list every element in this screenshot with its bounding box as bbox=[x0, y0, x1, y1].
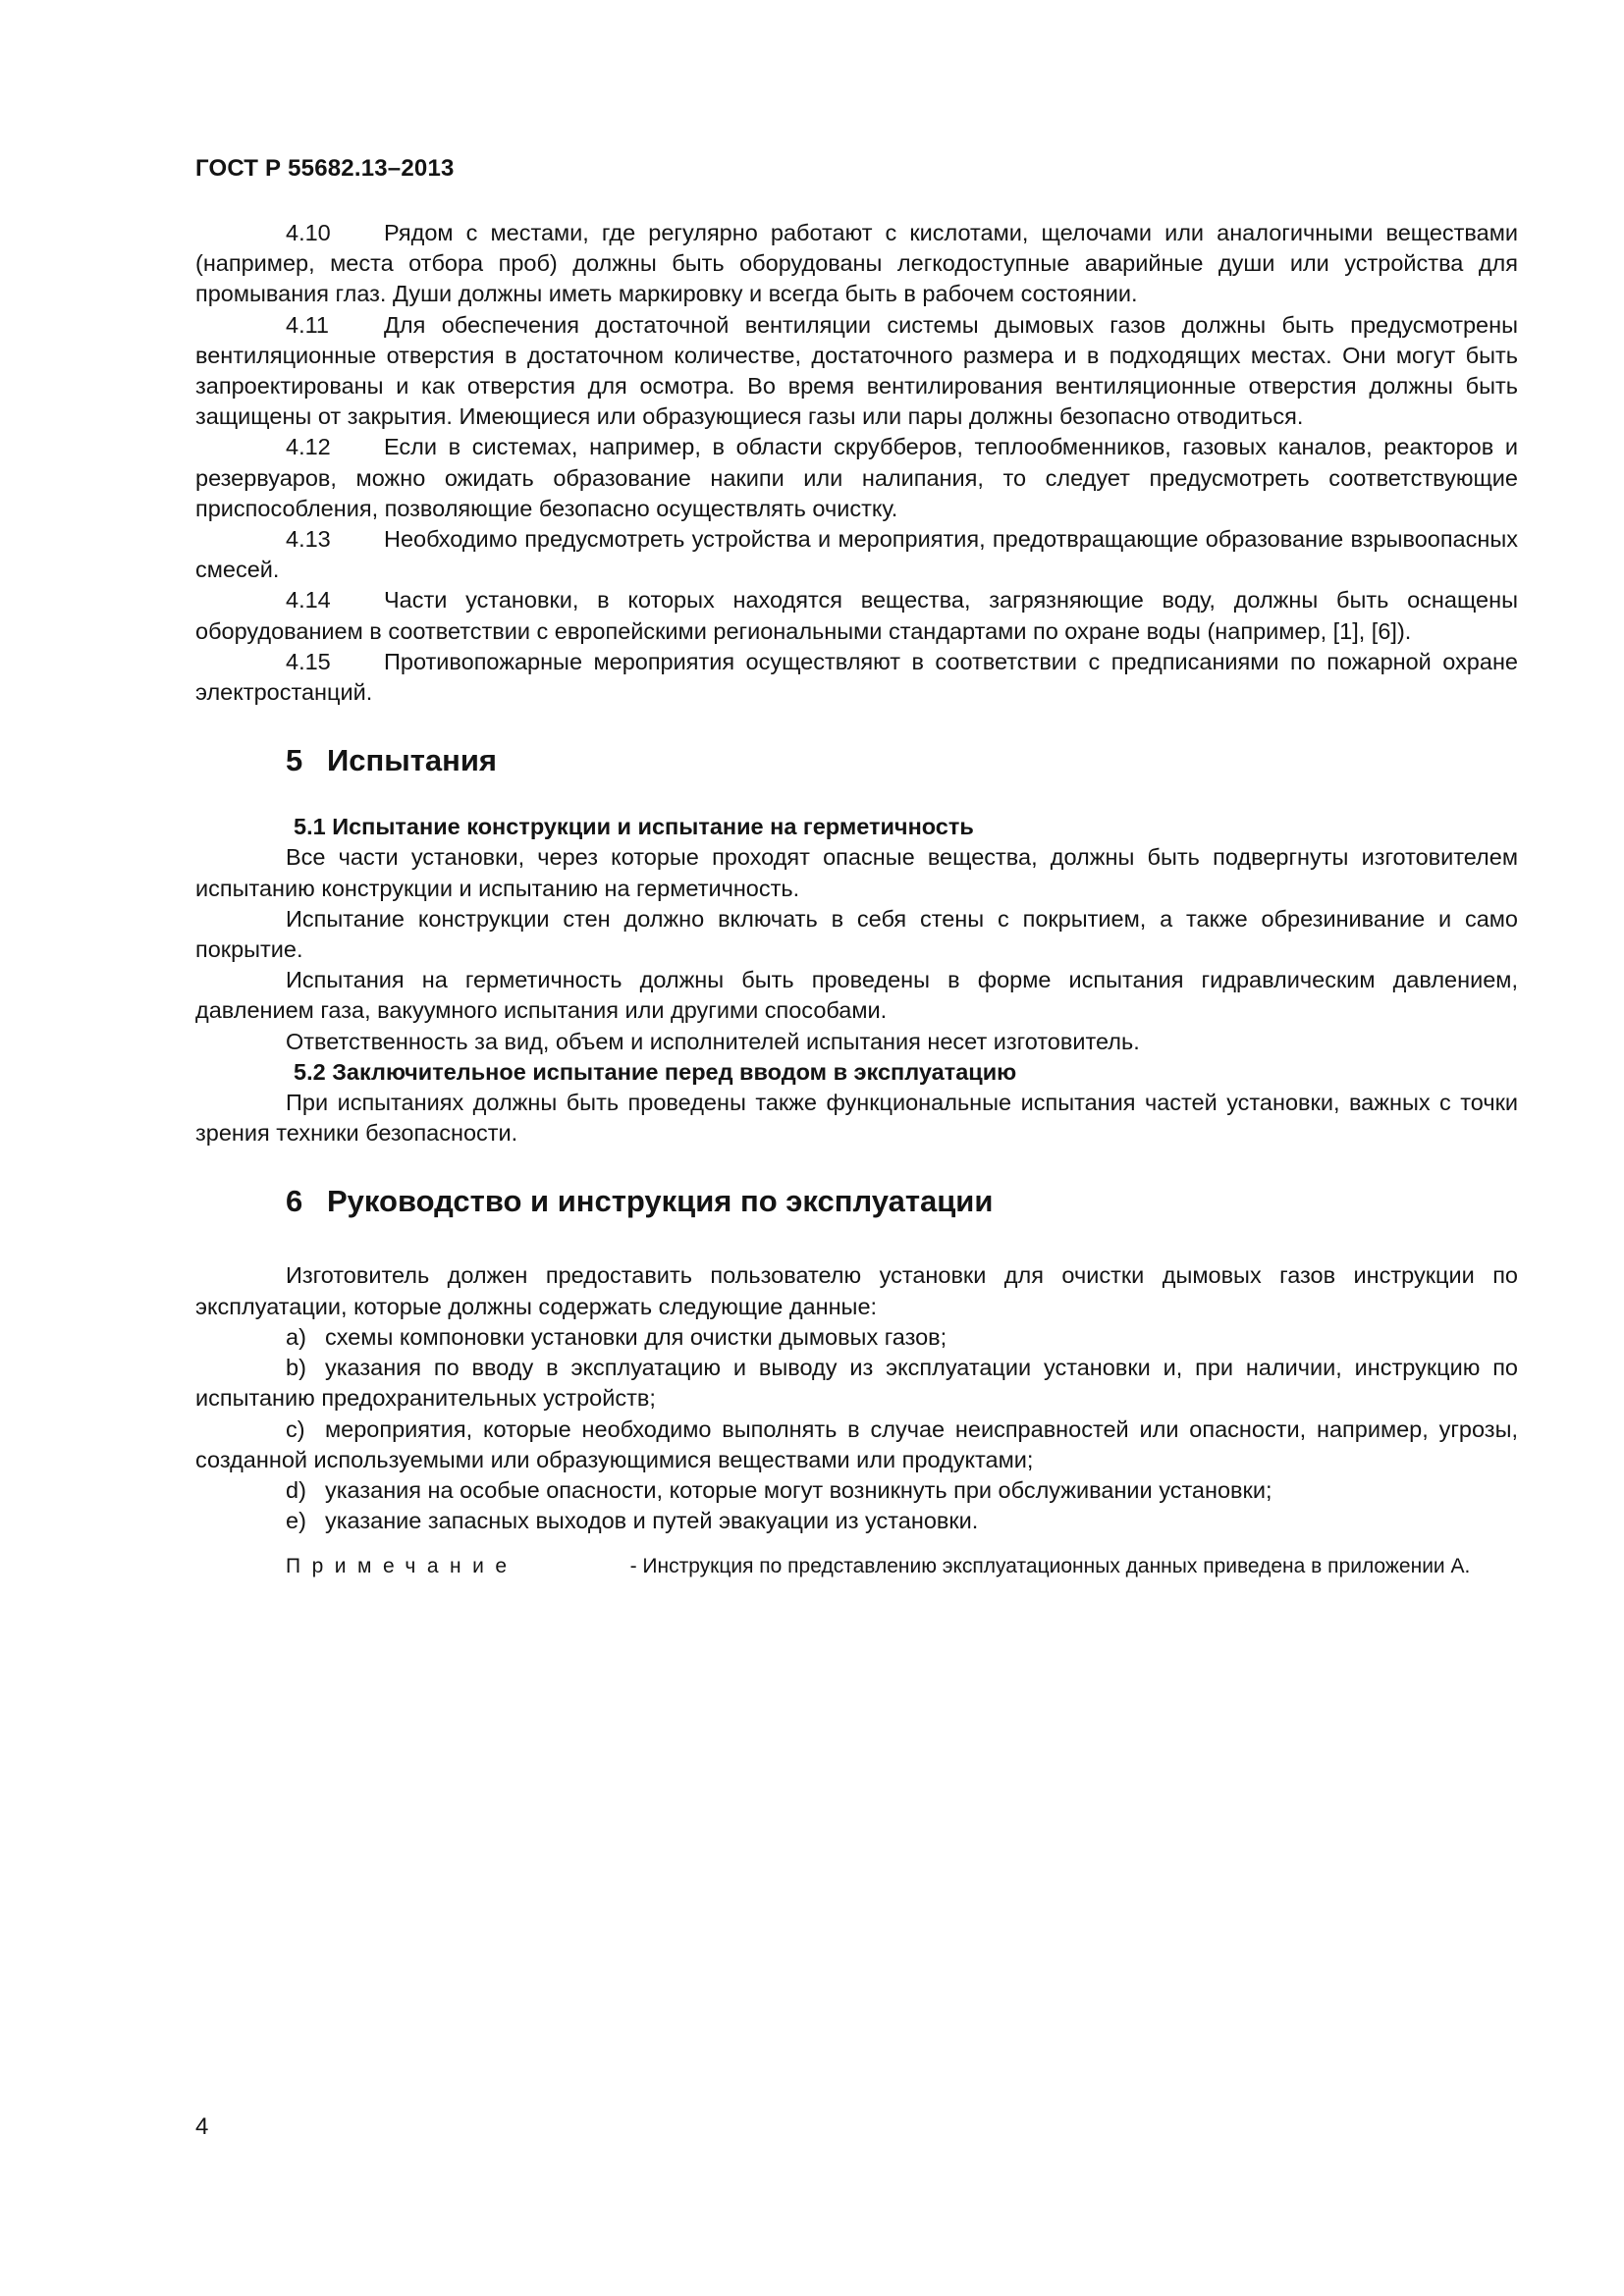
subsection-5-1-heading: 5.1 Испытание конструкции и испытание на герметичность bbox=[294, 814, 974, 840]
list-marker: c) bbox=[286, 1415, 305, 1442]
clause-4-12 bbox=[195, 432, 1518, 524]
clause-text: Части установки, в которых находятся вещества, загрязняющие воду, должны быть оснащены оборудованием в соответствии с европейскими региональными стандартами по охране воды (например, [1], [6]). bbox=[195, 587, 1518, 644]
subsection-5-1-paragraph: Испытания на герметичность должны быть проведены в форме испытания гидравлическим давлением, давлением газа, вакуумного испытания или другими способами. bbox=[195, 967, 1518, 1024]
subsection-5-2-paragraph: При испытаниях должны быть проведены также функциональные испытания частей установки, важных с точки зрения техники безопасности. bbox=[195, 1090, 1518, 1147]
list-item bbox=[195, 1415, 1518, 1475]
document-body bbox=[195, 218, 1518, 1581]
clause-number: 4.11 bbox=[286, 311, 329, 338]
clause-text: Для обеспечения достаточной вентиляции системы дымовых газов должны быть предусмотрены вентиляционные отверстия в достаточном количестве, достаточного размера и в подходящих местах. Они могут быть запроектированы и как отверстия для осмотра. Во время вентилирования вентиляционные отверстия должны быть защищены от закрытия. Имеющиеся или образующиеся газы или пары должны безопасно отводиться. bbox=[195, 311, 1518, 430]
clause-text: Если в системах, например, в области скрубберов, теплообменников, газовых каналов, реакторов и резервуаров, можно ожидать образование накипи или налипания, то следует предусмотреть соответствующие приспособления, позволяющие безопасно осуществлять очистку. bbox=[195, 434, 1518, 521]
document-id-header: ГОСТ Р 55682.13–2013 bbox=[195, 155, 455, 182]
note bbox=[195, 1552, 1518, 1581]
subsection-5-1-paragraph: Ответственность за вид, объем и исполнителей испытания несет изготовитель. bbox=[286, 1028, 1140, 1054]
clause-number: 4.15 bbox=[286, 648, 331, 674]
list-marker: b) bbox=[286, 1355, 306, 1381]
list-item-text: указание запасных выходов и путей эвакуации из установки. bbox=[325, 1508, 979, 1534]
section-title-text: Испытания bbox=[327, 743, 498, 778]
list-item-text: указания по вводу в эксплуатацию и выводу из эксплуатации установки и, при наличии, инструкцию по испытанию предохранительных устройств; bbox=[195, 1355, 1518, 1412]
list-item-text: мероприятия, которые необходимо выполнять в случае неисправностей или опасности, например, угрозы, созданной используемыми или образующимися веществами или продуктами; bbox=[195, 1415, 1518, 1472]
list-item-text: указания на особые опасности, которые могут возникнуть при обслуживании установки; bbox=[325, 1476, 1272, 1503]
section-6-heading bbox=[195, 1182, 1518, 1221]
page-number: 4 bbox=[195, 2113, 209, 2140]
note-label: Примечание bbox=[286, 1555, 518, 1578]
section-title-text: Руководство и инструкция по эксплуатации bbox=[327, 1184, 994, 1219]
list-item-text: схемы компоновки установки для очистки дымовых газов; bbox=[325, 1323, 947, 1350]
list-item bbox=[195, 1322, 1518, 1353]
section-number: 6 bbox=[286, 1184, 303, 1219]
subsection-5-1-paragraph: Испытание конструкции стен должно включать в себя стены с покрытием, а также обрезинивание и само покрытие. bbox=[195, 905, 1518, 963]
clause-4-15 bbox=[195, 647, 1518, 708]
clause-number: 4.14 bbox=[286, 587, 331, 614]
clause-number: 4.13 bbox=[286, 526, 331, 553]
subsection-5-2-heading: 5.2 Заключительное испытание перед вводом в эксплуатацию bbox=[294, 1058, 1017, 1085]
clause-text: Противопожарные мероприятия осуществляют в соответствии с предписаниями по пожарной охране электростанций. bbox=[195, 648, 1518, 706]
note-text: - Инструкция по представлению эксплуатационных данных приведена в приложении А. bbox=[629, 1555, 1471, 1578]
clause-4-13 bbox=[195, 524, 1518, 585]
section-number: 5 bbox=[286, 743, 303, 778]
clause-text: Рядом с местами, где регулярно работают с кислотами, щелочами или аналогичными веществами (например, места отбора проб) должны быть оборудованы легкодоступные аварийные души или устройства для промывания глаз. Души должны иметь маркировку и всегда быть в рабочем состоянии. bbox=[195, 220, 1518, 307]
clause-4-11 bbox=[195, 310, 1518, 433]
list-marker: e) bbox=[286, 1508, 306, 1534]
list-marker: d) bbox=[286, 1476, 306, 1503]
section-6-intro: Изготовитель должен предоставить пользователю установки для очистки дымовых газов инструкции по эксплуатации, которые должны содержать следующие данные: bbox=[195, 1262, 1518, 1319]
list-marker: a) bbox=[286, 1323, 306, 1350]
clause-number: 4.10 bbox=[286, 220, 331, 245]
list-item bbox=[195, 1475, 1518, 1506]
clause-text: Необходимо предусмотреть устройства и мероприятия, предотвращающие образование взрывоопасных смесей. bbox=[195, 526, 1518, 583]
list-item bbox=[195, 1506, 1518, 1536]
clause-number: 4.12 bbox=[286, 434, 331, 460]
clause-4-10 bbox=[195, 218, 1518, 310]
list-item bbox=[195, 1353, 1518, 1414]
clause-4-14 bbox=[195, 585, 1518, 646]
subsection-5-1-paragraph: Все части установки, через которые проходят опасные вещества, должны быть подвергнуты изготовителем испытанию конструкции и испытанию на герметичность. bbox=[195, 844, 1518, 901]
section-5-heading bbox=[195, 741, 1518, 780]
